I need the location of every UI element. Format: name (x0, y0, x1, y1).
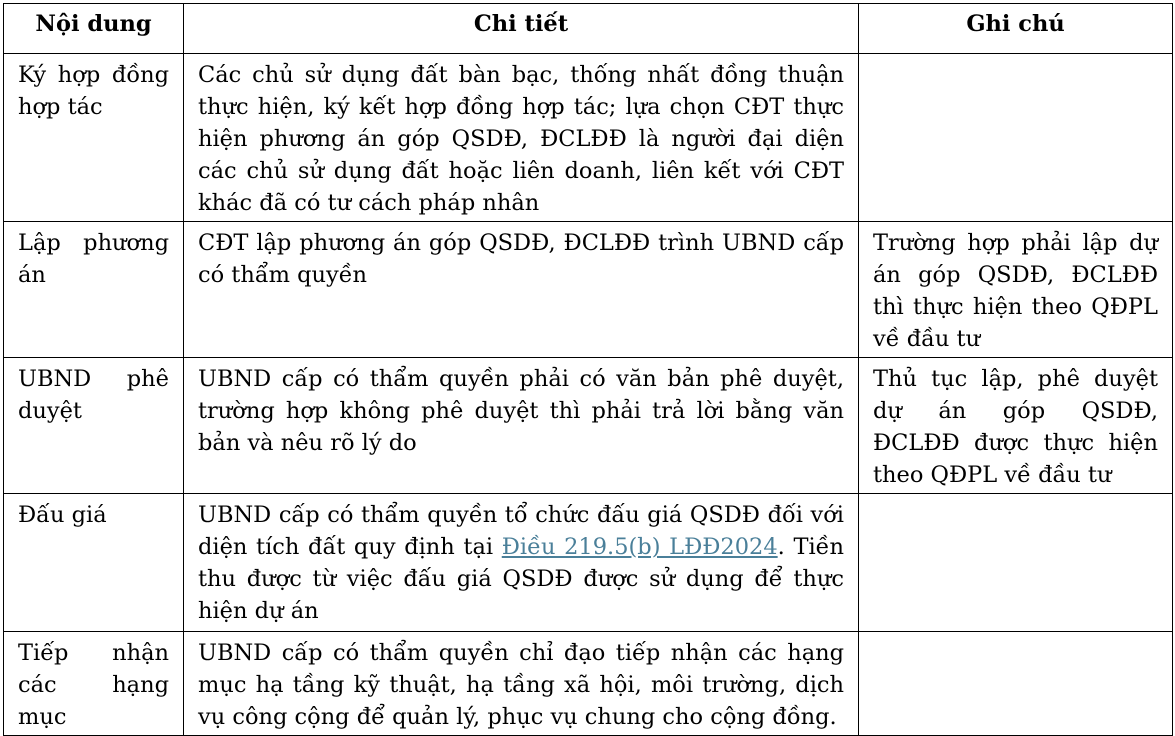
table-row (4, 54, 1173, 222)
header-detail: Chi tiết (184, 4, 859, 54)
law-reference-link[interactable]: Điều 219.5(b) LĐĐ2024 (501, 534, 778, 560)
cell-note: Thủ tục lập, phê duyệt dự án góp QSDĐ, ĐCLĐĐ được thực hiện theo QĐPL về đầu tư (859, 358, 1173, 494)
cell-content: UBND phê duyệt (4, 358, 184, 494)
cell-note (859, 632, 1173, 736)
table-row (4, 494, 1173, 632)
detail-text-after: . Tiền thu được từ việc đấu giá QSDĐ được sử dụng để thực hiện dự án (198, 534, 845, 624)
table-row (4, 358, 1173, 494)
table-row (4, 632, 1173, 736)
procedure-table (3, 3, 1173, 736)
cell-detail: Các chủ sử dụng đất bàn bạc, thống nhất đồng thuận thực hiện, ký kết hợp đồng hợp tác; lựa chọn CĐT thực hiện phương án góp QSDĐ, ĐCLĐĐ là người đại diện các chủ sử dụng đất hoặc liên doanh, liên kết với CĐT khác đã có tư cách pháp nhân (184, 54, 859, 222)
cell-detail: CĐT lập phương án góp QSDĐ, ĐCLĐĐ trình UBND cấp có thẩm quyền (184, 222, 859, 358)
cell-note (859, 494, 1173, 632)
cell-content: Đấu giá (4, 494, 184, 632)
header-content: Nội dung (4, 4, 184, 54)
cell-detail: UBND cấp có thẩm quyền chỉ đạo tiếp nhận các hạng mục hạ tầng kỹ thuật, hạ tầng xã hội, môi trường, dịch vụ công cộng để quản lý, phục vụ chung cho cộng đồng. (184, 632, 859, 736)
cell-detail (184, 494, 859, 632)
detail-text-before: UBND cấp có thẩm quyền tổ chức đấu giá QSDĐ đối với diện tích đất quy định tại (198, 502, 844, 560)
cell-note: Trường hợp phải lập dự án góp QSDĐ, ĐCLĐĐ thì thực hiện theo QĐPL về đầu tư (859, 222, 1173, 358)
cell-content: Tiếp nhận các hạng mục (4, 632, 184, 736)
table-row (4, 222, 1173, 358)
cell-note (859, 54, 1173, 222)
cell-content: Ký hợp đồng hợp tác (4, 54, 184, 222)
cell-content: Lập phương án (4, 222, 184, 358)
header-note: Ghi chú (859, 4, 1173, 54)
table-header-row (4, 4, 1173, 54)
cell-detail: UBND cấp có thẩm quyền phải có văn bản phê duyệt, trường hợp không phê duyệt thì phải trả lời bằng văn bản và nêu rõ lý do (184, 358, 859, 494)
